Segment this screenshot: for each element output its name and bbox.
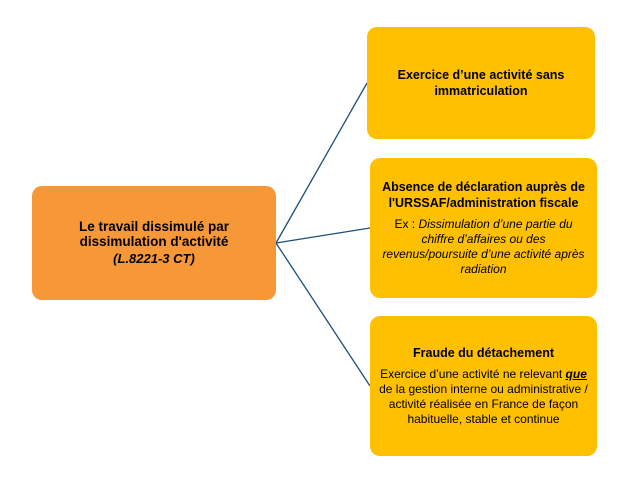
branch-3-desc-emphasis: que: [565, 367, 587, 381]
branch-1-title: Exercice d’une activité sans immatriculation: [397, 68, 565, 98]
branch-2-title: Absence de déclaration auprès de l'URSSAF/administration fiscale: [382, 180, 585, 210]
root-reference: (L.8221-3 CT): [113, 251, 195, 266]
root-title: Le travail dissimulé par dissimulation d'activité: [78, 219, 230, 249]
branch-node-absence-declaration: [370, 158, 597, 298]
connector-to-branch-3: [276, 243, 370, 386]
connector-to-branch-2: [276, 228, 370, 243]
branch-node-immatriculation: [367, 27, 595, 139]
branch-2-desc-text: Dissimulation d’une partie du chiffre d’affaires ou des revenus/poursuite d’une activité après radiation: [382, 217, 585, 276]
connector-to-branch-1: [276, 83, 367, 243]
branch-3-title: Fraude du détachement: [413, 346, 554, 360]
branch-2-description: [378, 217, 589, 277]
branch-3-desc-part2: de la gestion interne ou administrative / activité réalisée en France de façon habituelle, stable et continue: [379, 382, 588, 426]
branch-3-description: [378, 367, 589, 427]
branch-3-desc-part1: Exercice d’une activité ne relevant: [380, 367, 566, 381]
root-node: [32, 186, 276, 300]
branch-2-desc-prefix: Ex :: [394, 217, 419, 231]
branch-node-fraude-detachement: [370, 316, 597, 456]
